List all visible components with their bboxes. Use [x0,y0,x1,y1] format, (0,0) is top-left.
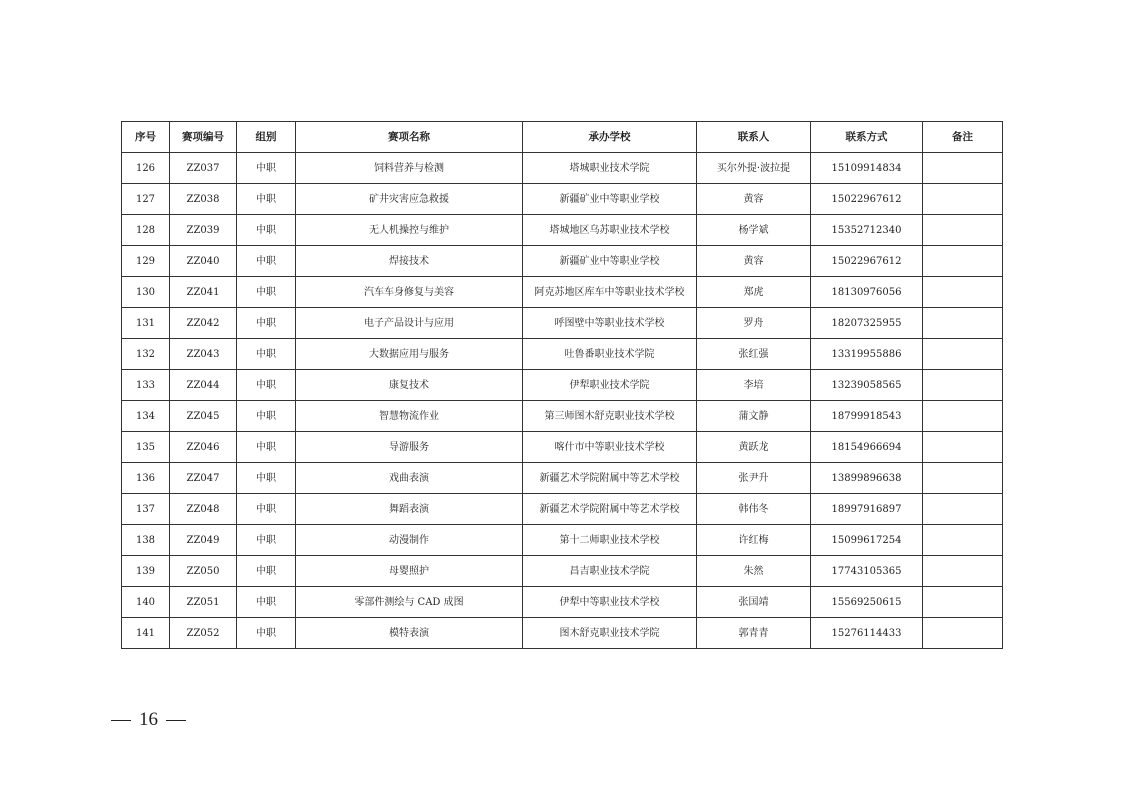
cell-remarks [923,308,1003,339]
cell-host-school: 伊犁职业技术学院 [523,370,697,401]
cell-group: 中职 [237,277,296,308]
cell-contact-phone: 13239058565 [811,370,923,401]
cell-contact-person: 蒲文静 [697,401,811,432]
cell-event-name: 无人机操控与维护 [296,215,523,246]
cell-host-school: 新疆矿业中等职业学校 [523,246,697,277]
cell-group: 中职 [237,153,296,184]
cell-contact-person: 朱然 [697,556,811,587]
table-row [122,525,1003,556]
cell-remarks [923,463,1003,494]
cell-event-name: 模特表演 [296,618,523,649]
table-row [122,153,1003,184]
cell-index: 131 [122,308,170,339]
cell-index: 126 [122,153,170,184]
cell-code: ZZ039 [170,215,237,246]
cell-host-school: 吐鲁番职业技术学院 [523,339,697,370]
cell-contact-person: 杨学斌 [697,215,811,246]
cell-contact-person: 郭青青 [697,618,811,649]
table-row [122,277,1003,308]
cell-event-name: 智慧物流作业 [296,401,523,432]
cell-event-name: 饲料营养与检测 [296,153,523,184]
cell-index: 130 [122,277,170,308]
cell-remarks [923,215,1003,246]
cell-contact-phone: 15109914834 [811,153,923,184]
cell-contact-person: 黄跃龙 [697,432,811,463]
cell-code: ZZ047 [170,463,237,494]
cell-contact-phone: 15352712340 [811,215,923,246]
cell-index: 139 [122,556,170,587]
cell-event-name: 动漫制作 [296,525,523,556]
cell-host-school: 新疆矿业中等职业学校 [523,184,697,215]
page-number-text: 16 [139,709,158,730]
cell-code: ZZ050 [170,556,237,587]
table-row [122,308,1003,339]
table-row [122,401,1003,432]
cell-index: 134 [122,401,170,432]
cell-contact-person: 罗舟 [697,308,811,339]
cell-code: ZZ052 [170,618,237,649]
cell-index: 127 [122,184,170,215]
table-row [122,618,1003,649]
table-row [122,494,1003,525]
cell-index: 129 [122,246,170,277]
cell-event-name: 母婴照护 [296,556,523,587]
cell-remarks [923,587,1003,618]
cell-remarks [923,246,1003,277]
cell-contact-person: 张国靖 [697,587,811,618]
cell-remarks [923,618,1003,649]
cell-remarks [923,401,1003,432]
table-header-row [122,122,1003,153]
cell-contact-phone: 15022967612 [811,246,923,277]
cell-event-name: 戏曲表演 [296,463,523,494]
cell-code: ZZ043 [170,339,237,370]
cell-code: ZZ040 [170,246,237,277]
cell-contact-phone: 18130976056 [811,277,923,308]
cell-contact-phone: 18997916897 [811,494,923,525]
table-row [122,215,1003,246]
cell-contact-person: 买尔外提·波拉提 [697,153,811,184]
cell-group: 中职 [237,618,296,649]
cell-code: ZZ049 [170,525,237,556]
cell-remarks [923,339,1003,370]
cell-index: 137 [122,494,170,525]
cell-remarks [923,153,1003,184]
cell-host-school: 新疆艺术学院附属中等艺术学校 [523,494,697,525]
cell-remarks [923,494,1003,525]
cell-host-school: 塔城职业技术学院 [523,153,697,184]
header-remarks: 备注 [923,122,1003,153]
cell-contact-phone: 15276114433 [811,618,923,649]
cell-group: 中职 [237,494,296,525]
cell-event-name: 汽车车身修复与美容 [296,277,523,308]
cell-remarks [923,370,1003,401]
cell-remarks [923,525,1003,556]
cell-index: 140 [122,587,170,618]
cell-event-name: 矿井灾害应急救援 [296,184,523,215]
cell-group: 中职 [237,556,296,587]
cell-contact-person: 李培 [697,370,811,401]
cell-contact-phone: 15099617254 [811,525,923,556]
cell-group: 中职 [237,587,296,618]
contest-table [121,121,1003,649]
cell-host-school: 第十二师职业技术学校 [523,525,697,556]
cell-event-name: 舞蹈表演 [296,494,523,525]
cell-remarks [923,277,1003,308]
table-row [122,432,1003,463]
table-row [122,587,1003,618]
cell-host-school: 呼图壁中等职业技术学校 [523,308,697,339]
page-number [103,709,194,731]
cell-contact-person: 许红梅 [697,525,811,556]
cell-remarks [923,184,1003,215]
cell-group: 中职 [237,370,296,401]
cell-host-school: 新疆艺术学院附属中等艺术学校 [523,463,697,494]
cell-code: ZZ041 [170,277,237,308]
cell-contact-person: 郑虎 [697,277,811,308]
cell-code: ZZ038 [170,184,237,215]
dash-right [166,720,186,721]
cell-group: 中职 [237,339,296,370]
cell-contact-phone: 13899896638 [811,463,923,494]
cell-contact-person: 张尹升 [697,463,811,494]
cell-event-name: 导游服务 [296,432,523,463]
cell-event-name: 焊接技术 [296,246,523,277]
cell-contact-phone: 18799918543 [811,401,923,432]
cell-event-name: 康复技术 [296,370,523,401]
cell-host-school: 伊犁中等职业技术学校 [523,587,697,618]
header-index: 序号 [122,122,170,153]
cell-host-school: 图木舒克职业技术学院 [523,618,697,649]
cell-index: 141 [122,618,170,649]
table-row [122,339,1003,370]
cell-contact-person: 韩伟冬 [697,494,811,525]
cell-event-name: 大数据应用与服务 [296,339,523,370]
cell-event-name: 零部件测绘与 CAD 成图 [296,587,523,618]
cell-group: 中职 [237,184,296,215]
cell-index: 136 [122,463,170,494]
header-host-school: 承办学校 [523,122,697,153]
cell-contact-phone: 18154966694 [811,432,923,463]
cell-code: ZZ048 [170,494,237,525]
header-contact-person: 联系人 [697,122,811,153]
cell-index: 128 [122,215,170,246]
cell-index: 135 [122,432,170,463]
cell-index: 138 [122,525,170,556]
cell-group: 中职 [237,246,296,277]
table-body [122,153,1003,649]
table-row [122,246,1003,277]
cell-host-school: 阿克苏地区库车中等职业技术学校 [523,277,697,308]
cell-code: ZZ044 [170,370,237,401]
cell-contact-person: 黄容 [697,246,811,277]
cell-contact-phone: 15569250615 [811,587,923,618]
cell-code: ZZ042 [170,308,237,339]
table-row [122,370,1003,401]
cell-code: ZZ046 [170,432,237,463]
cell-contact-phone: 13319955886 [811,339,923,370]
table-row [122,184,1003,215]
cell-group: 中职 [237,308,296,339]
header-code: 赛项编号 [170,122,237,153]
cell-contact-person: 黄容 [697,184,811,215]
cell-contact-person: 张红强 [697,339,811,370]
cell-contact-phone: 18207325955 [811,308,923,339]
header-group: 组别 [237,122,296,153]
cell-code: ZZ051 [170,587,237,618]
cell-group: 中职 [237,215,296,246]
cell-host-school: 喀什市中等职业技术学校 [523,432,697,463]
cell-host-school: 第三师图木舒克职业技术学校 [523,401,697,432]
cell-code: ZZ037 [170,153,237,184]
cell-host-school: 昌吉职业技术学院 [523,556,697,587]
cell-group: 中职 [237,432,296,463]
table-row [122,463,1003,494]
cell-remarks [923,556,1003,587]
cell-contact-phone: 15022967612 [811,184,923,215]
cell-contact-phone: 17743105365 [811,556,923,587]
header-contact-phone: 联系方式 [811,122,923,153]
cell-event-name: 电子产品设计与应用 [296,308,523,339]
cell-code: ZZ045 [170,401,237,432]
cell-host-school: 塔城地区乌苏职业技术学校 [523,215,697,246]
table-row [122,556,1003,587]
cell-index: 132 [122,339,170,370]
cell-index: 133 [122,370,170,401]
header-event-name: 赛项名称 [296,122,523,153]
cell-group: 中职 [237,525,296,556]
cell-remarks [923,432,1003,463]
cell-group: 中职 [237,401,296,432]
cell-group: 中职 [237,463,296,494]
dash-left [111,720,131,721]
